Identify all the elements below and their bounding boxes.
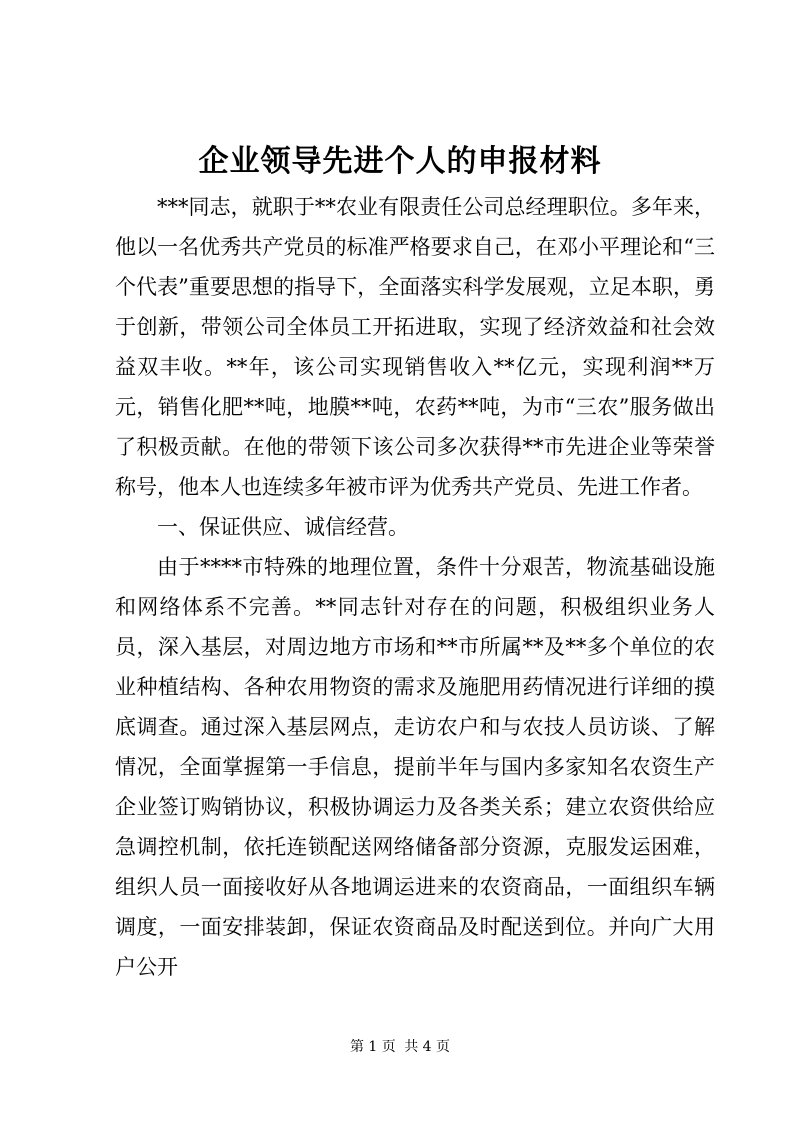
- paragraph-intro: ***同志，就职于**农业有限责任公司总经理职位。多年来，他以一名优秀共产党员的标准严格要求自己，在邓小平理论和“三个代表”重要思想的指导下，全面落实科学发展观，立足本职，勇于创新，带领公司全体员工开拓进取，实现了经济效益和社会效益双丰收。**年，该公司实现销售收入**亿元，实现利润**万元，销售化肥**吨，地膜**吨，农药**吨，为市“三农”服务做出了积极贡献。在他的带领下该公司多次获得**市先进企业等荣誉称号，他本人也连续多年被市评为优秀共产党员、先进工作者。: [115, 195, 715, 499]
- page-number: 第 1 页: [349, 1039, 396, 1055]
- document-body: [115, 187, 715, 987]
- section-heading: 一、保证供应、诚信经营。: [157, 515, 409, 539]
- page-total: 共 4 页: [404, 1039, 451, 1055]
- document-title: 企业领导先进个人的申报材料: [198, 144, 602, 179]
- page-footer: [0, 1038, 800, 1056]
- paragraph-supply: 由于****市特殊的地理位置，条件十分艰苦，物流基础设施和网络体系不完善。**同志针对存在的问题，积极组织业务人员，深入基层，对周边地方市场和**市所属**及**多个单位的农业种植结构、各种农用物资的需求及施肥用药情况进行详细的摸底调查。通过深入基层网点，走访农户和与农技人员访谈、了解情况，全面掌握第一手信息，提前半年与国内多家知名农资生产企业签订购销协议，积极协调运力及各类关系；建立农资供给应急调控机制，依托连锁配送网络储备部分资源，克服发运困难，组织人员一面接收好从各地调运进来的农资商品，一面组织车辆调度，一面安排装卸，保证农资商品及时配送到位。并向广大用户公开: [115, 555, 715, 979]
